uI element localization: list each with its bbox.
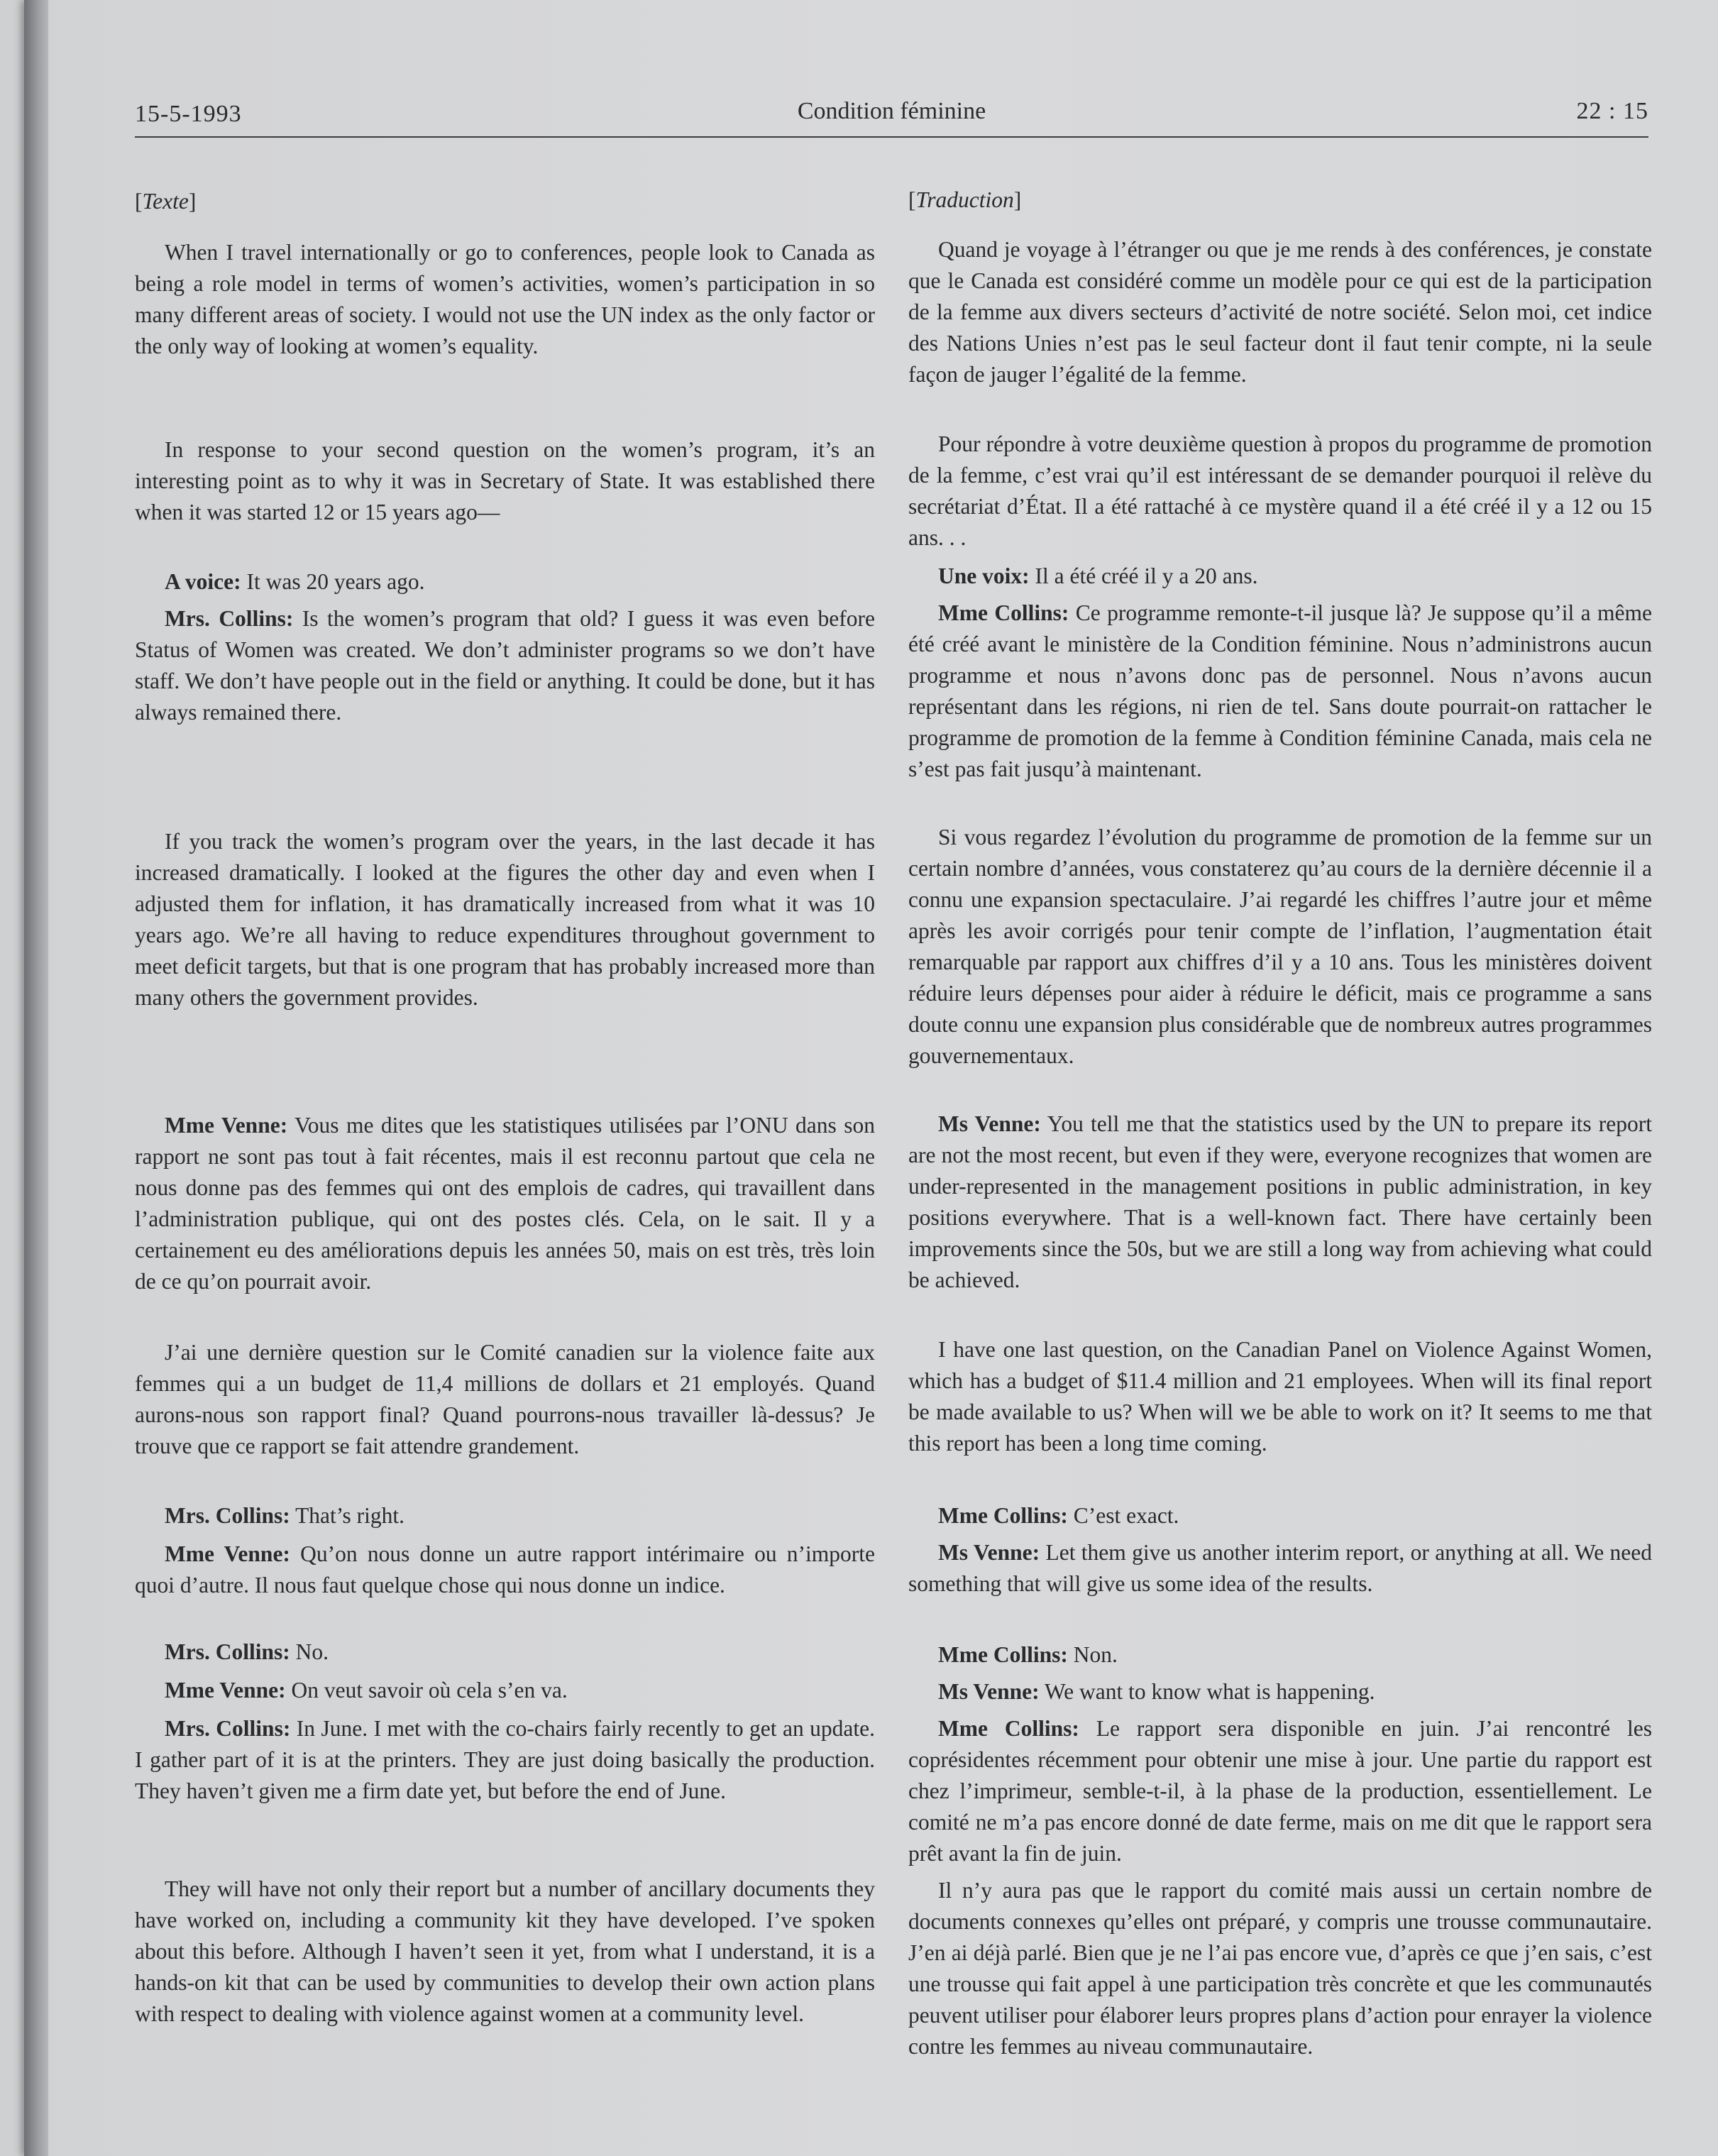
- paragraph-text: Ce programme remonte-t-il jusque là? Je suppose qu’il a même été créé avant le ministère de la Condition féminine. Nous n’administrons aucun programme et nous n’avons donc pas de personnel. Nous n’avons aucun représentant dans les régions, ni rien de tel. Sans doute pourrait-on rattacher le programme de promotion de la femme à Condition féminine Canada, mais cela ne s’est pas fait jusqu’à maintenant.: [908, 600, 1652, 781]
- running-header: [135, 98, 1648, 138]
- paragraph-text: It was 20 years ago.: [246, 569, 425, 594]
- paragraph-text: In June. I met with the co-chairs fairly recently to get an update. I gather part of it is at the printers. They are just doing basically the production. They haven’t given me a firm date yet, but before the end of June.: [135, 1716, 876, 1803]
- right-paragraph-2: [908, 429, 1652, 554]
- right-paragraph-9: [908, 1537, 1652, 1600]
- paragraph-text: Pour répondre à votre deuxième question à propos du programme de promotion de la femme, c’est vrai qu’il est intéressant de se demander pourquoi il relève du secrétariat d’État. Il a été rattaché à ce mystère quand il a été créé il y a 12 ou 15 ans. . .: [908, 431, 1652, 550]
- left-paragraph-12: [135, 1713, 875, 1807]
- header-rule: [135, 136, 1648, 138]
- paragraph-text: That’s right.: [295, 1503, 405, 1528]
- left-paragraph-11: [135, 1675, 875, 1706]
- speaker-label: Mme Venne:: [165, 1678, 286, 1703]
- right-paragraph-10: [908, 1639, 1652, 1671]
- paragraph-text: Let them give us another interim report, or anything at all. We need something that will give us some idea of the results.: [908, 1540, 1653, 1596]
- right-paragraph-11: [908, 1676, 1652, 1707]
- left-label: [Texte]: [135, 189, 197, 214]
- right-paragraph-3: [908, 561, 1652, 592]
- paragraph-text: You tell me that the statistics used by the UN to prepare its report are not the most recent, but even if they were, everyone recognizes that women are under-represented in the management positions in public administration, in key positions everywhere. That is a well-known fact. There have certainly been improvements since the 50s, but we are still a long way from achieving what could be achieved.: [908, 1111, 1652, 1292]
- paragraph-text: We want to know what is happening.: [1044, 1679, 1375, 1704]
- right-paragraph-1: [908, 234, 1652, 390]
- paragraph-text: When I travel internationally or go to conferences, people look to Canada as being a role model in terms of women’s activities, women’s participation in so many different areas of society. I would not use the UN index as the only factor or the only way of looking at women’s equality.: [135, 240, 875, 358]
- left-paragraph-13: [135, 1874, 875, 2030]
- paragraph-text: Il a été créé il y a 20 ans.: [1035, 563, 1258, 588]
- right-paragraph-13: [908, 1875, 1652, 2062]
- right-paragraph-12: [908, 1713, 1652, 1869]
- header-date: 15-5-1993: [135, 101, 242, 127]
- left-label-text: Texte: [142, 189, 189, 214]
- left-paragraph-10: [135, 1637, 875, 1668]
- left-paragraph-7: [135, 1337, 875, 1462]
- speaker-label: Mme Venne:: [165, 1541, 290, 1566]
- header-page-number: 22 : 15: [1576, 98, 1648, 124]
- left-paragraph-1: [135, 237, 875, 362]
- paragraph-text: If you track the women’s program over the years, in the last decade it has increased dramatically. I looked at the figures the other day and even when I adjusted them for inflation, it has dramatically increased from what it was 10 years ago. We’re all having to reduce expenditures throughout government to meet deficit targets, but that is one program that has probably increased more than many others the government provides.: [135, 829, 875, 1010]
- speaker-label: Mme Collins:: [938, 1503, 1068, 1528]
- left-paragraph-8: [135, 1500, 875, 1531]
- paragraph-text: Quand je voyage à l’étranger ou que je me rends à des conférences, je constate que le Canada est considéré comme un modèle pour ce qui est de la participation de la femme aux divers secteurs d’activité de notre société. Selon moi, cet indice des Nations Unies n’est pas le seul facteur dont il faut tenir compte, ni la seule façon de jauger l’égalité de la femme.: [908, 237, 1652, 387]
- speaker-label: Mme Collins:: [938, 1716, 1079, 1741]
- speaker-label: Ms Venne:: [938, 1540, 1040, 1565]
- right-paragraph-5: [908, 822, 1652, 1072]
- right-paragraph-6: [908, 1109, 1652, 1296]
- paragraph-text: They will have not only their report but a number of ancillary documents they have worked on, including a community kit they have developed. I’ve spoken about this before. Although I haven’t seen it yet, from what I understand, it is a hands-on kit that can be used by communities to develop their own action plans with respect to dealing with violence against women at a community level.: [135, 1876, 875, 2026]
- left-paragraph-3: [135, 566, 875, 598]
- left-paragraph-6: [135, 1110, 875, 1297]
- speaker-label: Mrs. Collins:: [165, 1503, 290, 1528]
- speaker-label: Mme Collins:: [938, 600, 1069, 625]
- speaker-label: Mrs. Collins:: [165, 606, 294, 631]
- page-binding-edge: [24, 0, 48, 2156]
- right-paragraph-4: [908, 598, 1652, 785]
- right-label: [Traduction]: [908, 187, 1022, 212]
- header-title: Condition féminine: [797, 98, 986, 124]
- left-paragraph-5: [135, 826, 875, 1013]
- paragraph-text: Si vous regardez l’évolution du programme de promotion de la femme sur un certain nombre d’années, vous constaterez qu’au cours de la dernière décennie il a connu une expansion spectaculaire. J’ai regardé les chiffres l’autre jour et même après les avoir corrigés pour tenir compte de l’inflation, l’augmentation était remarquable par rapport aux chiffres d’il y a 10 ans. Tous les ministères doivent réduire leurs dépenses pour aider à réduire le déficit, mais ce programme a sans doute connu une expansion plus considérable que de nombreux autres programmes gouvernementaux.: [908, 825, 1652, 1068]
- right-label-text: Traduction: [915, 187, 1014, 212]
- paragraph-text: Le rapport sera disponible en juin. J’ai rencontré les coprésidentes récemment pour obtenir une mise à jour. Une partie du rapport est chez l’imprimeur, semble-t-il, à la phase de la production, essentiellement. Le comité ne m’a pas encore donné de date ferme, mais on me dit que le rapport sera prêt avant la fin de juin.: [908, 1716, 1652, 1866]
- paragraph-text: Is the women’s program that old? I guess it was even before Status of Women was created. We don’t administer programs so we don’t have staff. We don’t have people out in the field or anything. It could be done, but it has always remained there.: [135, 606, 875, 725]
- paragraph-text: Vous me dites que les statistiques utilisées par l’ONU dans son rapport ne sont pas tout à fait récentes, mais il est reconnu partout que cela ne nous donne pas des femmes qui ont des emplois de cadres, qui travaillent dans l’administration publique, qui ont des postes clés. Cela, on le sait. Il y a certainement eu des améliorations depuis les années 50, mais on est très, très loin de ce qu’on pourrait avoir.: [135, 1113, 875, 1294]
- left-paragraph-9: [135, 1539, 875, 1601]
- speaker-label: Ms Venne:: [938, 1679, 1040, 1704]
- paragraph-text: Non.: [1073, 1642, 1118, 1667]
- speaker-label: Ms Venne:: [938, 1111, 1041, 1136]
- speaker-label: A voice:: [165, 569, 241, 594]
- paragraph-text: J’ai une dernière question sur le Comité canadien sur la violence faite aux femmes qui a un budget de 11,4 millions de dollars et 21 employés. Quand aurons-nous son rapport final? Quand pourrons-nous travailler là-dessus? Je trouve que ce rapport se fait attendre grandement.: [135, 1340, 875, 1458]
- speaker-label: Mme Collins:: [938, 1642, 1068, 1667]
- paragraph-text: I have one last question, on the Canadian Panel on Violence Against Women, which has a budget of $11.4 million and 21 employees. When will its final report be made available to us? When will we be able to work on it? It seems to me that this report has been a long time coming.: [908, 1337, 1652, 1456]
- left-paragraph-2: [135, 434, 875, 528]
- paragraph-text: C’est exact.: [1073, 1503, 1179, 1528]
- speaker-label: Mrs. Collins:: [165, 1639, 290, 1664]
- speaker-label: Une voix:: [938, 563, 1030, 588]
- left-paragraph-4: [135, 603, 875, 728]
- paragraph-text: In response to your second question on the women’s program, it’s an interesting point as to why it was in Secretary of State. It was established there when it was started 12 or 15 years ago—: [135, 437, 875, 524]
- speaker-label: Mrs. Collins:: [165, 1716, 291, 1741]
- paragraph-text: Il n’y aura pas que le rapport du comité mais aussi un certain nombre de documents connexes qu’elles ont préparé, y compris une trousse communautaire. J’en ai déjà parlé. Bien que je ne l’ai pas encore vue, d’après ce que j’en sais, c’est une trousse qui fait appel à une participation très concrète et que les communautés peuvent utiliser pour élaborer leurs propres plans d’action pour enrayer la violence contre les femmes au niveau communautaire.: [908, 1878, 1652, 2059]
- paragraph-text: No.: [295, 1639, 329, 1664]
- right-paragraph-7: [908, 1334, 1652, 1459]
- speaker-label: Mme Venne:: [165, 1113, 288, 1138]
- paragraph-text: On veut savoir où cela s’en va.: [291, 1678, 568, 1703]
- right-paragraph-8: [908, 1500, 1652, 1531]
- paragraph-text: Qu’on nous donne un autre rapport intérimaire ou n’importe quoi d’autre. Il nous faut quelque chose qui nous donne un indice.: [135, 1541, 876, 1597]
